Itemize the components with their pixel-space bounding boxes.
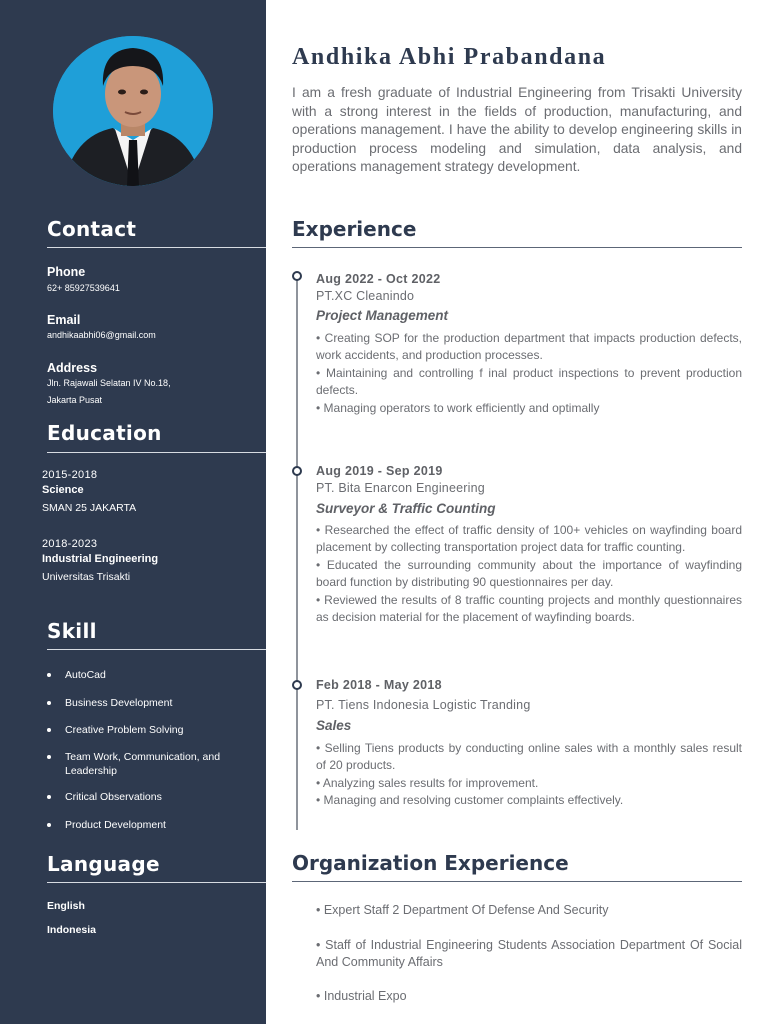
skill-label: Creative Problem Solving bbox=[65, 724, 184, 736]
experience-bullets bbox=[316, 330, 742, 417]
phone-label: Phone bbox=[47, 265, 86, 279]
contact-divider bbox=[47, 247, 266, 248]
skill-item bbox=[47, 790, 257, 804]
skill-item bbox=[47, 818, 257, 832]
education-field: Science bbox=[42, 484, 84, 496]
bullet-dot-icon bbox=[47, 795, 51, 799]
experience-bullet: • Managing operators to work efficiently and optimally bbox=[316, 400, 600, 415]
profile-photo bbox=[53, 36, 213, 186]
experience-role: Surveyor & Traffic Counting bbox=[316, 501, 496, 516]
experience-bullet: • Analyzing sales results for improvement. bbox=[316, 775, 539, 790]
timeline-node-icon bbox=[292, 680, 302, 690]
bullet-dot-icon bbox=[47, 728, 51, 732]
address-label: Address bbox=[47, 361, 98, 375]
language-item: English bbox=[47, 900, 85, 912]
education-school: Universitas Trisakti bbox=[42, 571, 131, 583]
skill-label: AutoCad bbox=[65, 669, 106, 681]
education-heading: Education bbox=[47, 421, 162, 445]
skill-divider bbox=[47, 649, 266, 650]
experience-bullet: • Educated the surrounding community about the importance of wayfinding board function by distributing 90 questionnaires per day. bbox=[316, 557, 742, 590]
experience-bullet: • Managing and resolving customer complaints effectively. bbox=[316, 793, 624, 808]
bullet-dot-icon bbox=[47, 673, 51, 677]
experience-bullet: • Creating SOP for the production department that impacts production defects, work accidents, and production processes. bbox=[316, 331, 742, 363]
language-item: Indonesia bbox=[47, 924, 97, 936]
person-portrait-icon bbox=[53, 36, 213, 186]
address-line-1: Jln. Rajawali Selatan IV No.18, bbox=[47, 378, 171, 388]
bullet-dot-icon bbox=[47, 823, 51, 827]
organization-item: • Expert Staff 2 Department Of Defense And Security bbox=[316, 903, 609, 917]
experience-bullet: • Maintaining and controlling f inal product inspections to prevent production defects. bbox=[316, 365, 742, 398]
contact-heading: Contact bbox=[47, 217, 137, 241]
sidebar bbox=[0, 0, 266, 1024]
timeline-node-icon bbox=[292, 271, 302, 281]
skill-item bbox=[47, 723, 257, 737]
organization-item: • Staff of Industrial Engineering Students Association Department Of Social And Community Affairs bbox=[316, 938, 742, 970]
experience-company: PT. Tiens Indonesia Logistic Tranding bbox=[316, 698, 531, 712]
experience-heading: Experience bbox=[292, 217, 417, 241]
education-years: 2015-2018 bbox=[42, 469, 98, 481]
experience-bullet: • Reviewed the results of 8 traffic counting projects and monthly questionnaires as decision material for the placement of wayfinding boards. bbox=[316, 592, 742, 625]
phone-value: 62+ 85927539641 bbox=[47, 283, 120, 293]
organization-item: • Industrial Expo bbox=[316, 989, 407, 1003]
profile-summary: I am a fresh graduate of Industrial Engineering from Trisakti University with a strong interest in the fields of production, manufacturing, and operations management. I have the ability to develop engineering skills in production process modeling and simulation, data analysis, and operations management strategy development. bbox=[292, 85, 742, 174]
experience-company: PT.XC Cleanindo bbox=[316, 289, 415, 303]
experience-date: Aug 2022 - Oct 2022 bbox=[316, 272, 441, 286]
language-divider bbox=[47, 882, 266, 883]
skill-label: Team Work, Communication, and Leadership bbox=[65, 751, 221, 777]
education-divider bbox=[47, 452, 266, 453]
skill-label: Critical Observations bbox=[65, 791, 162, 803]
language-heading: Language bbox=[47, 852, 160, 876]
education-field: Industrial Engineering bbox=[42, 553, 159, 565]
education-school: SMAN 25 JAKARTA bbox=[42, 502, 137, 514]
timeline-line bbox=[296, 274, 298, 830]
organization-heading: Organization Experience bbox=[292, 851, 569, 875]
person-name: Andhika Abhi Prabandana bbox=[292, 44, 607, 70]
skill-label: Product Development bbox=[65, 819, 166, 831]
skill-item bbox=[47, 750, 247, 778]
experience-role: Sales bbox=[316, 718, 352, 733]
skill-label: Business Development bbox=[65, 697, 173, 709]
bullet-dot-icon bbox=[47, 701, 51, 705]
timeline-node-icon bbox=[292, 466, 302, 476]
experience-date: Aug 2019 - Sep 2019 bbox=[316, 464, 443, 478]
education-years: 2018-2023 bbox=[42, 538, 98, 550]
bullet-dot-icon bbox=[47, 755, 51, 759]
skill-item bbox=[47, 668, 257, 682]
experience-divider bbox=[292, 247, 742, 248]
skill-item bbox=[47, 696, 257, 710]
experience-date: Feb 2018 - May 2018 bbox=[316, 678, 442, 692]
address-line-2: Jakarta Pusat bbox=[47, 395, 103, 405]
email-value: andhikaabhi06@gmail.com bbox=[47, 330, 156, 340]
experience-bullet: • Researched the effect of traffic density of 100+ vehicles on wayfinding board placement by collecting transportation project data for traffic counting. bbox=[316, 523, 742, 555]
experience-role: Project Management bbox=[316, 308, 449, 323]
skill-heading: Skill bbox=[47, 619, 97, 643]
experience-bullets bbox=[316, 740, 742, 810]
experience-bullet: • Selling Tiens products by conducting online sales with a monthly sales result of 20 products. bbox=[316, 741, 742, 773]
email-label: Email bbox=[47, 313, 81, 327]
experience-company: PT. Bita Enarcon Engineering bbox=[316, 481, 485, 495]
experience-bullets bbox=[316, 522, 742, 626]
organization-divider bbox=[292, 881, 742, 882]
